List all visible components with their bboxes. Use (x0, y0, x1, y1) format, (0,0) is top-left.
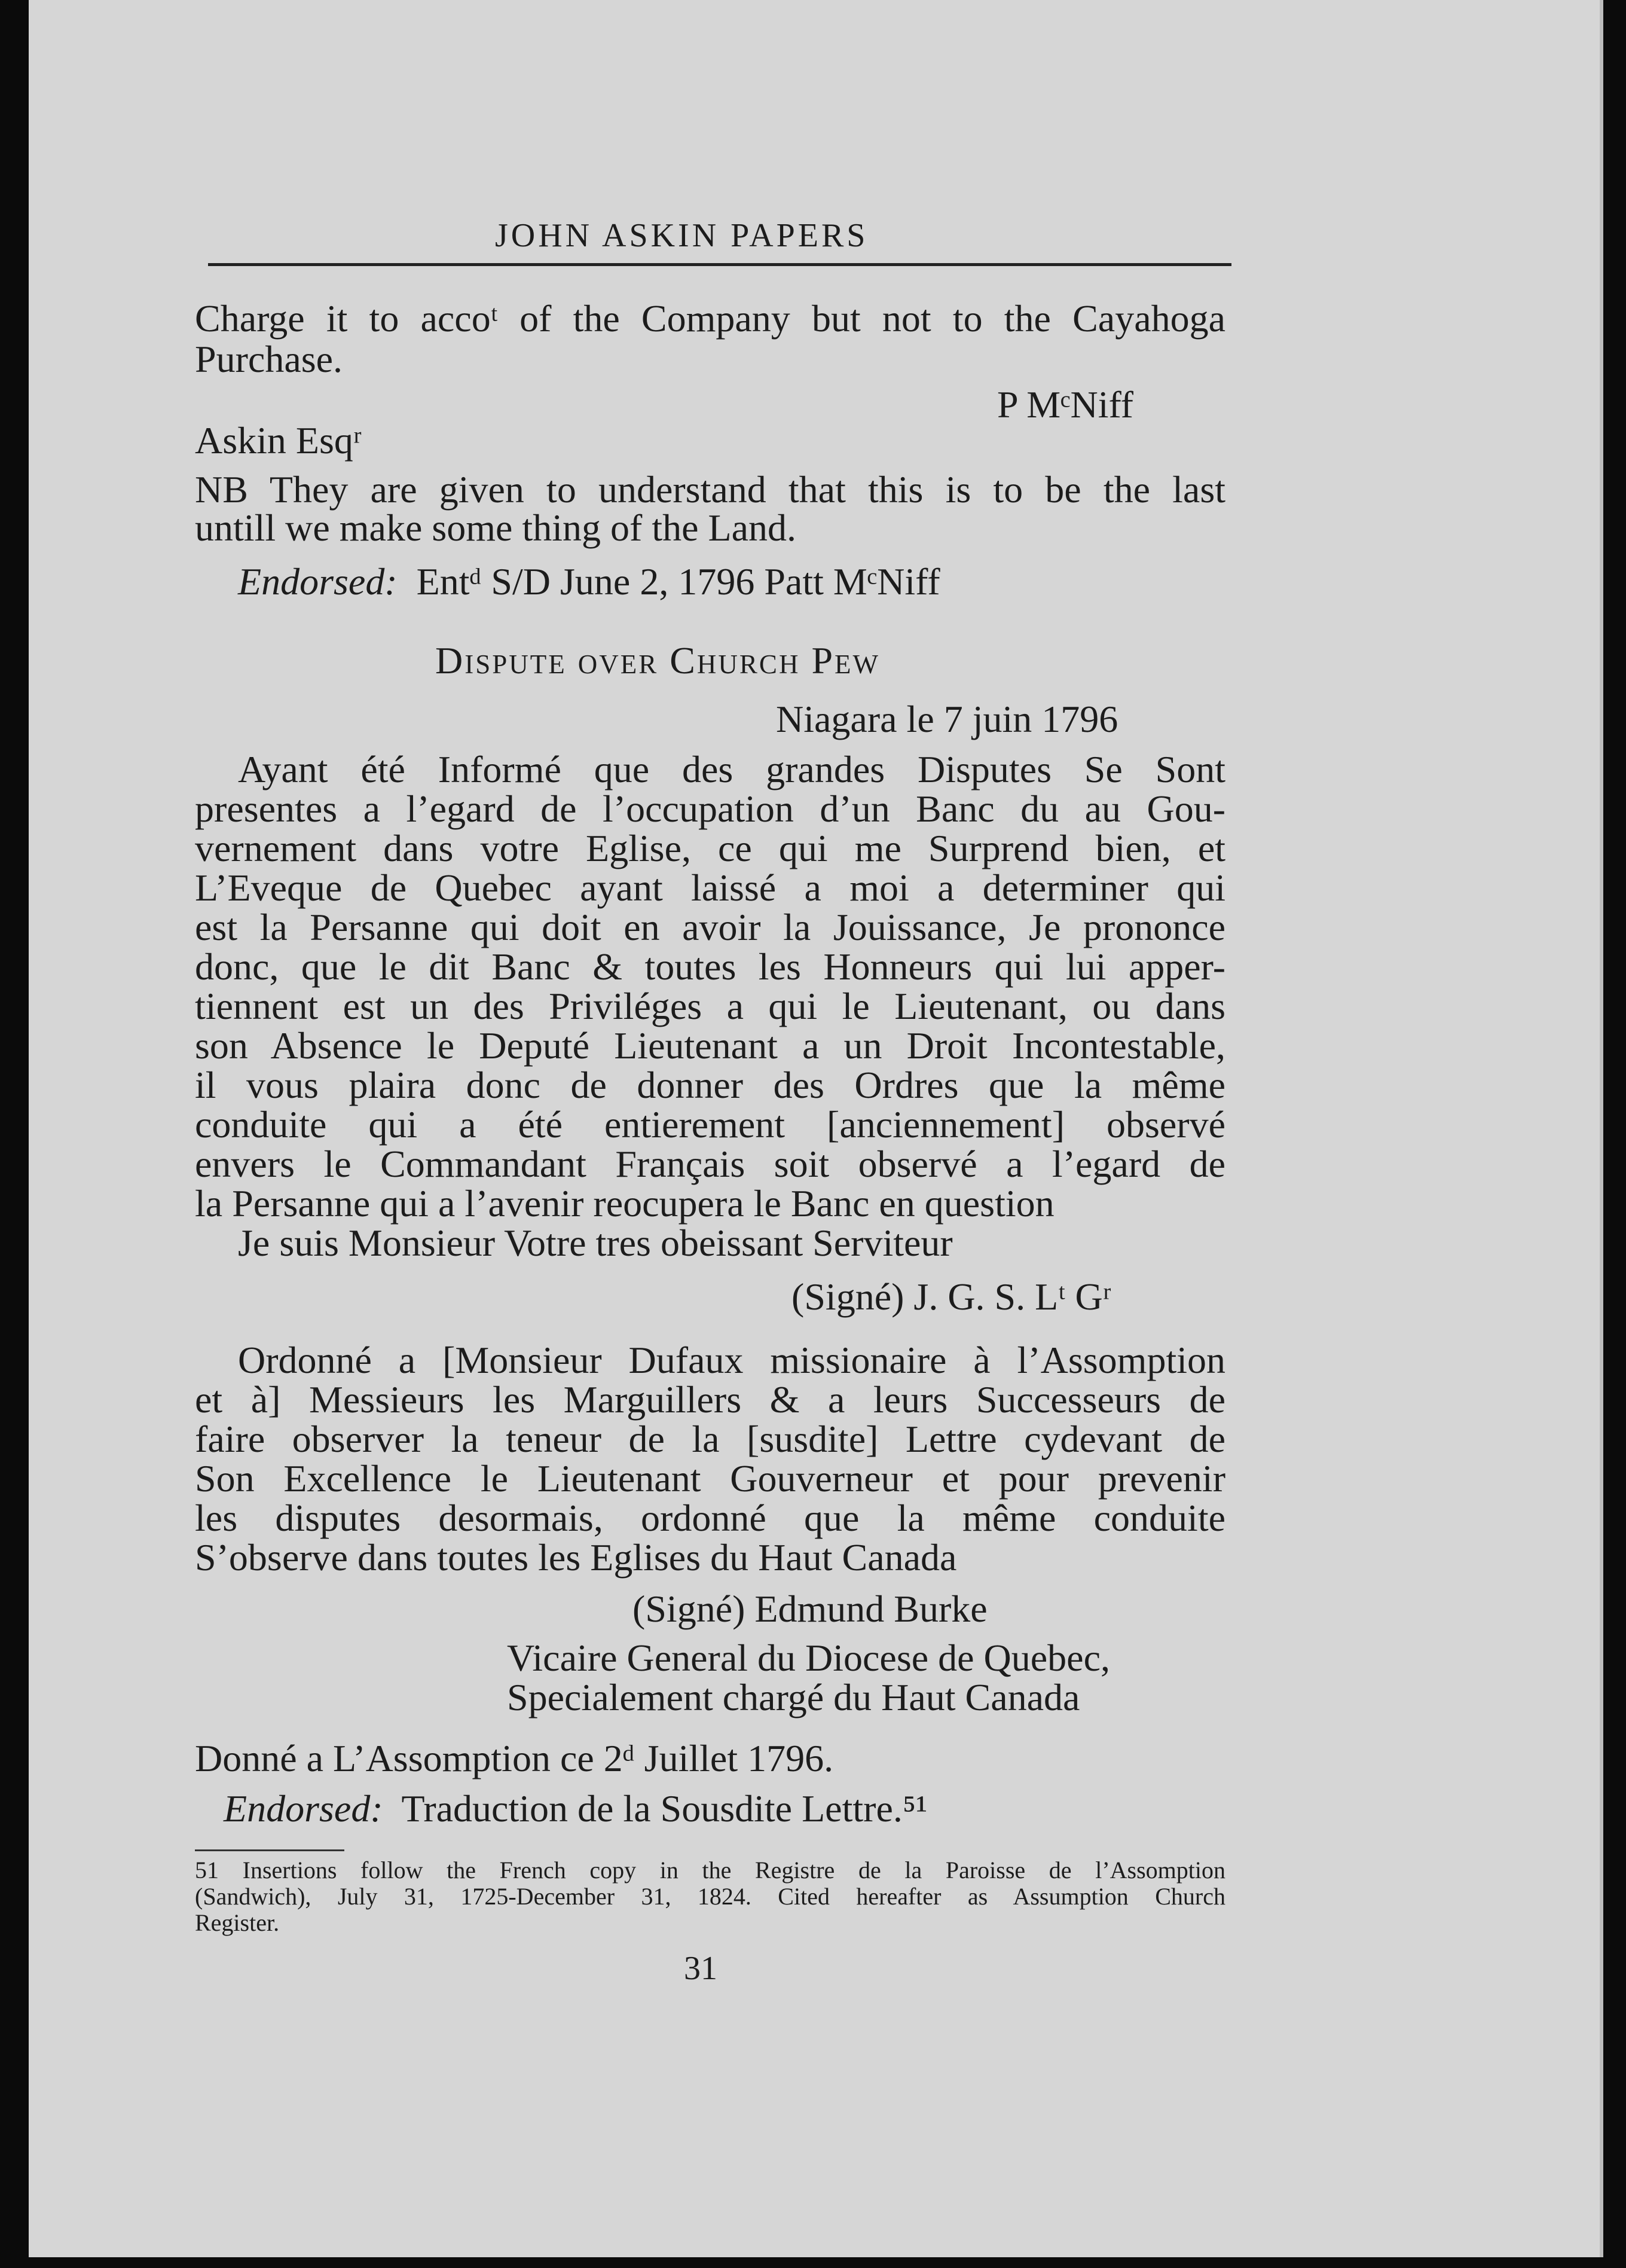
text-line: Son Excellence le Lieutenant Gouverneur et pour prevenir (195, 1457, 1225, 1500)
section-title: Dispute over Church Pew (435, 639, 880, 682)
text-line: et à] Messieurs les Marguillers & a leurs Successeurs de (195, 1378, 1225, 1421)
text-line: L’Eveque de Quebec ayant laissé a moi a determiner qui (195, 866, 1225, 909)
running-header: JOHN ASKIN PAPERS (495, 217, 869, 254)
letter-signed: (Signé) J. G. S. Lᵗ Gʳ (791, 1275, 1111, 1318)
endorsement (224, 1788, 927, 1830)
text-line: presentes a l’egard de l’occupation d’un Banc du au Gou- (195, 787, 1225, 830)
dateline: Niagara le 7 juin 1796 (776, 698, 1118, 740)
text-line: est la Persanne qui doit en avoir la Jouissance, Je prononce (195, 906, 1225, 948)
endorsed-text: Entᵈ S/D June 2, 1796 Patt MᶜNiff (416, 560, 940, 603)
footnote-line: 51 Insertions follow the French copy in the Registre de la Paroisse de l’Assomption (195, 1857, 1225, 1884)
text-line: Purchase. (195, 338, 343, 380)
page-number: 31 (684, 1950, 717, 1987)
text-line: Ayant été Informé que des grandes Disputes Se Sont (238, 748, 1225, 790)
endorsed-label: Endorsed: (224, 1787, 383, 1830)
addressee: Askin Esqʳ (195, 419, 362, 462)
text-line: les disputes desormais, ordonné que la même conduite (195, 1497, 1225, 1539)
signer-title: Specialement chargé du Haut Canada (507, 1676, 1080, 1718)
signature: P MᶜNiff (997, 383, 1133, 426)
text-line: NB They are given to understand that this is to be the last (195, 468, 1225, 511)
text-line: S’observe dans toutes les Eglises du Haut Canada (195, 1536, 957, 1579)
text-line: donc, que le dit Banc & toutes les Honneurs qui lui apper- (195, 945, 1225, 988)
endorsed-text: Traduction de la Sousdite Lettre.⁵¹ (401, 1787, 928, 1830)
text-line: envers le Commandant Français soit observé a l’egard de (195, 1143, 1225, 1185)
endorsement (238, 561, 940, 603)
text-line: la Persanne qui a l’avenir reocupera le Banc en question (195, 1182, 1055, 1225)
given-line: Donné a L’Assomption ce 2ᵈ Juillet 1796. (195, 1737, 834, 1779)
text-line: faire observer la teneur de la [susdite] Lettre cydevant de (195, 1418, 1225, 1460)
text-line: son Absence le Deputé Lieutenant a un Droit Incontestable, (195, 1024, 1225, 1067)
text-line: Ordonné a [Monsieur Dufaux missionaire à l’Assomption (238, 1339, 1225, 1381)
text-line: Charge it to accoᵗ of the Company but not to the Cayahoga (195, 297, 1225, 340)
text-line: conduite qui a été entierement [anciennement] observé (195, 1103, 1225, 1146)
text-line: il vous plaira donc de donner des Ordres que la même (195, 1064, 1225, 1106)
endorsed-label: Endorsed: (238, 560, 398, 603)
text-line: vernement dans votre Eglise, ce qui me Surprend bien, et (195, 827, 1225, 869)
text-line: tiennent est un des Priviléges a qui le Lieutenant, ou dans (195, 985, 1225, 1027)
footnote-line: Register. (195, 1909, 280, 1936)
text-line: untill we make some thing of the Land. (195, 506, 796, 549)
header-rule (208, 263, 1231, 266)
footnote-line: (Sandwich), July 31, 1725-December 31, 1824. Cited hereafter as Assumption Church (195, 1883, 1225, 1910)
closing: Je suis Monsieur Votre tres obeissant Serviteur (238, 1222, 953, 1264)
footnote-rule (195, 1849, 344, 1851)
order-signed: (Signé) Edmund Burke (632, 1588, 988, 1630)
page (29, 0, 1603, 2257)
signer-title: Vicaire General du Diocese de Quebec, (507, 1637, 1110, 1679)
